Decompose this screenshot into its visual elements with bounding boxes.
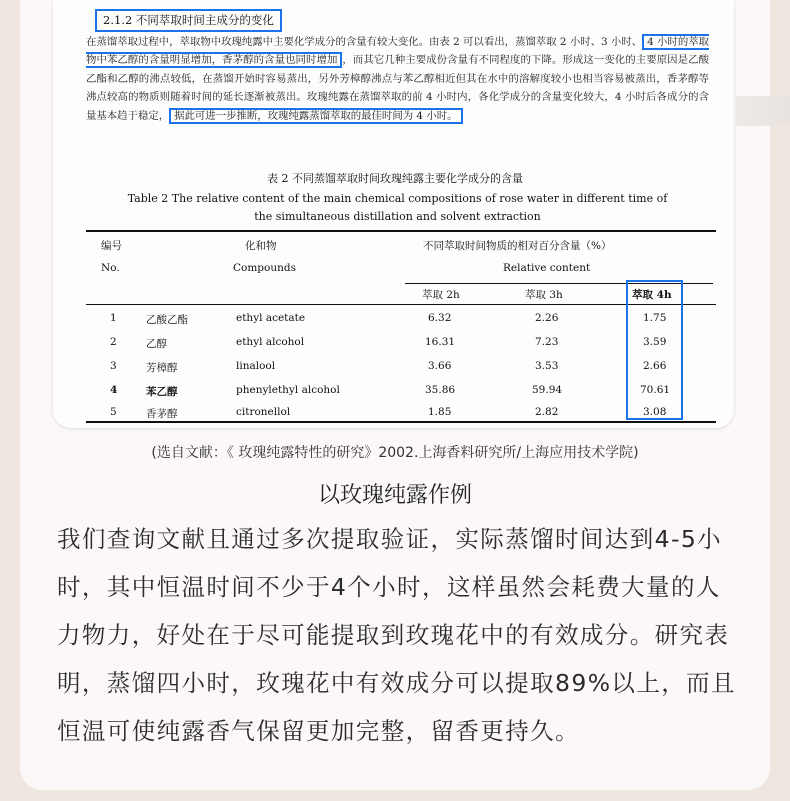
header-no-en: No.	[101, 262, 120, 274]
cell-no: 3	[110, 360, 117, 372]
header-no-cn: 编号	[101, 240, 122, 252]
cell-2h: 16.31	[425, 336, 456, 348]
paragraph-text-1: 在蒸馏萃取过程中，萃取物中玫瑰纯露中主要化学成分的含量有较大变化。由表 2 可以看出，蒸馏萃取 2 小时、3 小时、	[86, 36, 643, 48]
cell-2h: 6.32	[428, 312, 452, 324]
cell-3h: 3.53	[535, 360, 559, 372]
header-compound-en: Compounds	[233, 262, 296, 274]
highlight-2: 据此可进一步推断，玫瑰纯露蒸馏萃取的最佳时间为 4 小时。	[169, 108, 462, 124]
cell-compound-en: linalool	[236, 360, 276, 372]
paragraph-text-2: ，而其它几种主要成份含量有不同程度的下降。形成这一变化的主要原因是乙酸乙酯和乙醇的沸点较低，在蒸馏开始时容易蒸出，另外芳樟醇沸点与苯乙醇相近但其在水中的溶解度较小也相当容易被蒸出，香茅醇等沸点较高的物质则随着时间的延长逐渐被蒸出。玫瑰纯露在蒸馏萃取的前 4 小时内，各化学成分的含量变化较大，4 小时后各成分的含量基本趋于稳定，	[86, 54, 709, 122]
cell-2h: 3.66	[428, 360, 452, 372]
cell-4h: 70.61	[640, 384, 671, 396]
cell-compound-en: citronellol	[236, 406, 291, 418]
cell-compound-cn: 乙酸乙酯	[146, 314, 188, 326]
cell-4h: 2.66	[643, 360, 667, 372]
header-content-cn: 不同萃取时间物质的相对百分含量（%）	[423, 240, 612, 252]
header-col-3h: 萃取 3h	[525, 289, 563, 301]
cell-compound-cn: 苯乙醇	[146, 386, 178, 398]
cell-compound-cn: 芳樟醇	[146, 362, 178, 374]
cell-no: 1	[110, 312, 117, 324]
body-text: 我们查询文献且通过多次提取验证，实际蒸馏时间达到4-5小时，其中恒温时间不少于4个小时，这样虽然会耗费大量的人力物力，好处在于尽可能提取到玫瑰花中的有效成分。研究表明，蒸馏四小时，玫瑰花中有效成分可以提取89%以上，而且恒温可使纯露香气保留更加完整，留香更持久。	[57, 525, 736, 745]
cell-2h: 1.85	[428, 406, 452, 418]
header-compound-cn: 化和物	[245, 240, 277, 252]
cell-4h: 3.59	[643, 336, 667, 348]
header-col-4h: 萃取 4h	[632, 289, 672, 301]
cell-compound-cn: 香茅醇	[146, 408, 178, 420]
cell-3h: 2.26	[535, 312, 559, 324]
cell-no: 2	[110, 336, 117, 348]
table-caption-cn: 表 2 不同蒸馏萃取时间玫瑰纯露主要化学成分的含量	[267, 172, 523, 185]
cell-4h: 1.75	[643, 312, 667, 324]
header-col-2h: 萃取 2h	[422, 289, 460, 301]
cell-compound-cn: 乙醇	[146, 338, 167, 350]
table-bottom-rule	[86, 421, 716, 423]
cell-3h: 7.23	[535, 336, 559, 348]
background-fragment	[736, 96, 790, 126]
cell-no: 4	[110, 384, 118, 396]
cell-4h: 3.08	[643, 406, 667, 418]
table-top-rule	[86, 230, 716, 232]
cell-2h: 35.86	[425, 384, 456, 396]
highlight-column-4h	[626, 280, 683, 420]
paragraph	[86, 33, 709, 125]
cell-compound-en: ethyl acetate	[236, 312, 306, 324]
cell-compound-en: ethyl alcohol	[236, 336, 305, 348]
cell-compound-en: phenylethyl alcohol	[236, 384, 340, 396]
header-content-en: Relative content	[503, 262, 591, 274]
source-citation: (选自文献：《 玫瑰纯露特性的研究》2002.上海香料研究所/上海应用技术学院)	[151, 445, 639, 461]
section-heading: 2.1.2 不同萃取时间主成分的变化	[95, 9, 282, 32]
cell-no: 5	[110, 406, 117, 418]
table-caption-en: Table 2 The relative content of the main chemical compositions of rose water in different time of the simultaneous distillation and solvent extraction	[127, 192, 668, 223]
cell-3h: 2.82	[535, 406, 559, 418]
cell-3h: 59.94	[532, 384, 563, 396]
subtitle: 以玫瑰纯露作例	[317, 483, 472, 508]
table-header-rule	[86, 304, 716, 305]
highlight-1: 4 小时的萃取物中苯乙醇的含量明显增加，香茅醇的含量也同时增加	[86, 36, 709, 67]
